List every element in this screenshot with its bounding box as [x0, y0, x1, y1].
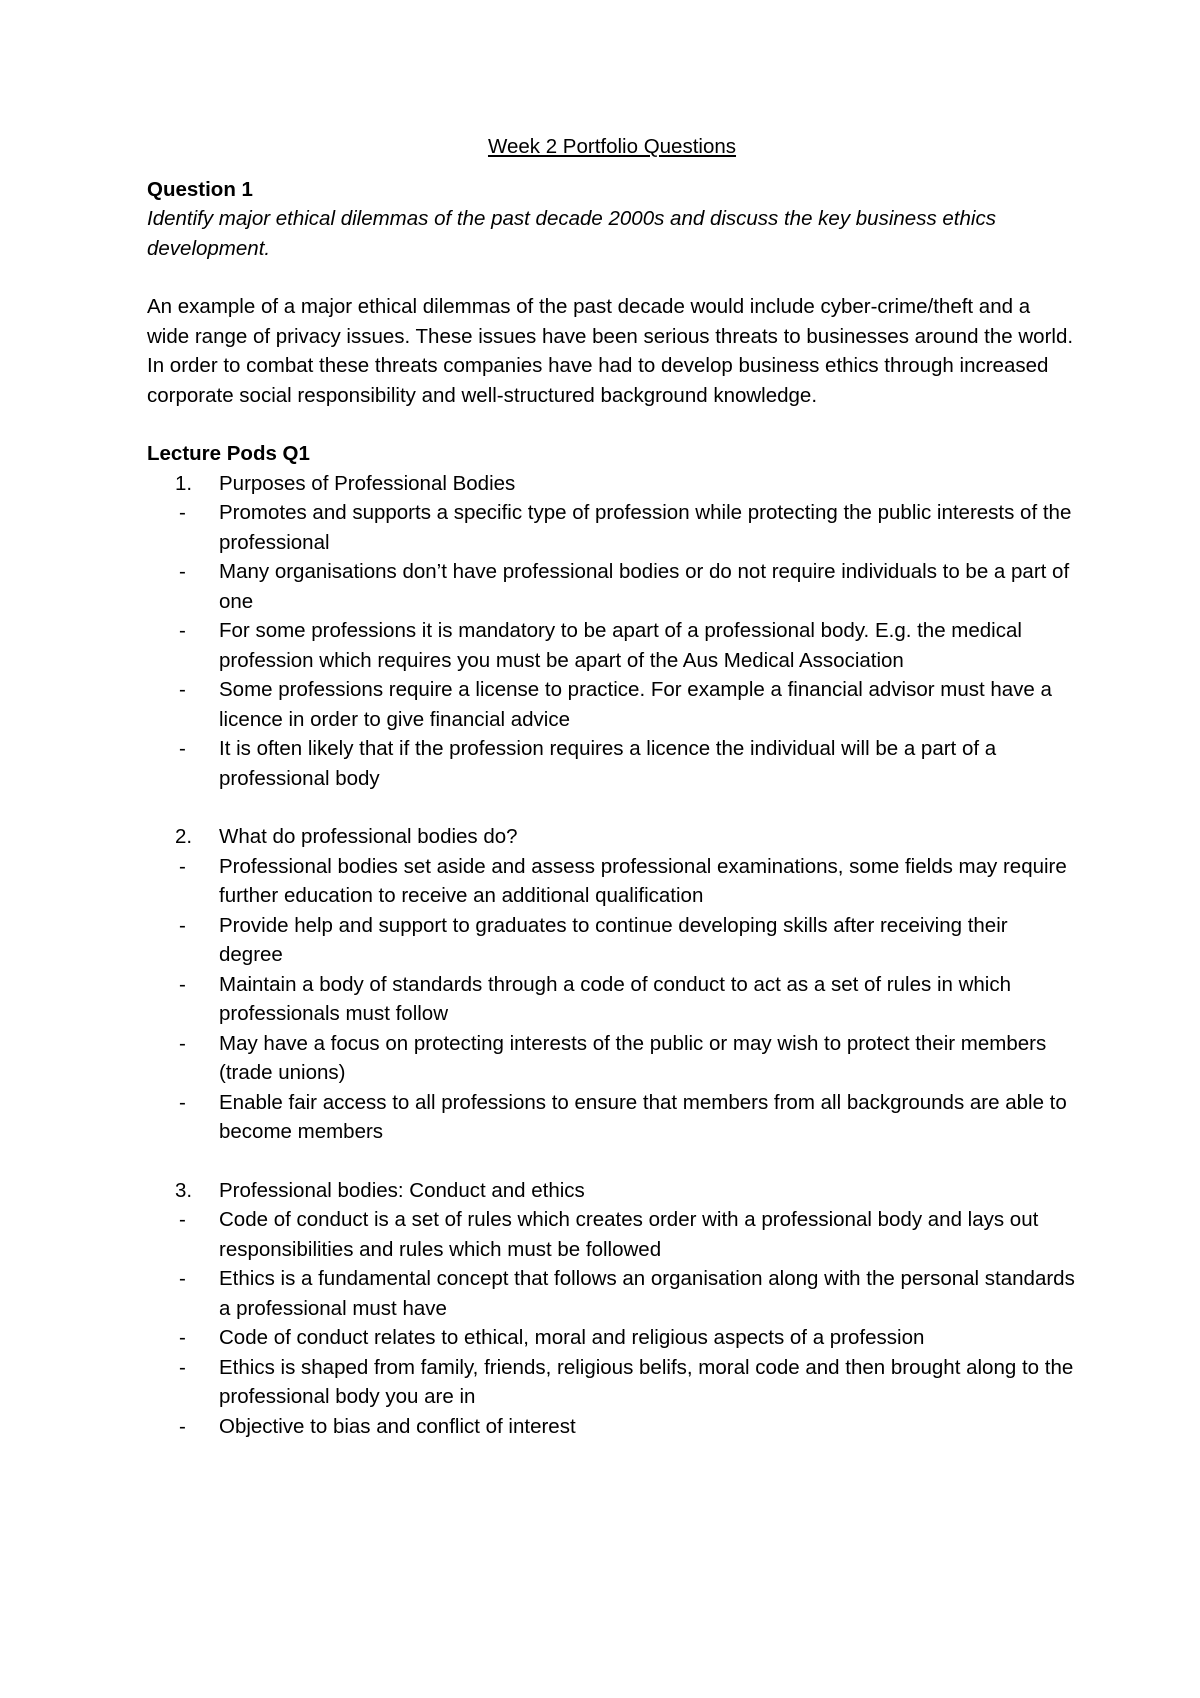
list-item-text: Code of conduct is a set of rules which creates order with a professional body and lays out responsibilities and rules which must be followed	[219, 1208, 1039, 1261]
list-item-text: Promotes and supports a specific type of profession while protecting the public interests of the professional	[219, 501, 1072, 554]
list-item-text: Many organisations don’t have professional bodies or do not require individuals to be a part of one	[219, 560, 1070, 613]
list-item	[147, 498, 1077, 557]
bullet-dash: -	[179, 1355, 186, 1379]
list-item	[147, 675, 1077, 734]
section-number: 3.	[175, 1178, 193, 1202]
bullet-dash: -	[179, 1326, 186, 1349]
document-page	[147, 132, 1077, 1441]
list-item	[147, 1412, 1077, 1442]
list-item-text: Ethics is shaped from family, friends, religious belifs, moral code and then brought along to the professional body you are in	[219, 1355, 1074, 1408]
bullet-dash: -	[179, 1414, 186, 1438]
section-number: 2.	[175, 825, 193, 848]
bullet-list	[147, 852, 1077, 1147]
section-title	[147, 1176, 1077, 1206]
list-item	[147, 734, 1077, 793]
list-item-text: Code of conduct relates to ethical, moral and religious aspects of a profession	[219, 1326, 925, 1349]
list-item	[147, 911, 1077, 970]
list-item-text: May have a focus on protecting interests of the public or may wish to protect their members (trade unions)	[219, 1031, 1047, 1084]
lecture-heading: Lecture Pods Q1	[147, 442, 310, 465]
bullet-dash: -	[179, 1267, 186, 1290]
list-item-text: Objective to bias and conflict of interest	[219, 1414, 576, 1438]
document-title: Week 2 Portfolio Questions	[487, 135, 737, 158]
answer-paragraph: An example of a major ethical dilemmas of the past decade would include cyber-crime/theft and a wide range of privacy issues. These issues have been serious threats to businesses around the world. In order to combat these threats companies have had to develop business ethics through increased corporate social responsibility and well-structured background knowledge.	[147, 295, 1074, 407]
list-item-text: Enable fair access to all professions to ensure that members from all backgrounds are able to become members	[219, 1090, 1067, 1143]
section-2	[147, 822, 1077, 1147]
bullet-list	[147, 1205, 1077, 1441]
list-item	[147, 1205, 1077, 1264]
list-item	[147, 1088, 1077, 1147]
list-item-text: Ethics is a fundamental concept that follows an organisation along with the personal standards a professional must have	[219, 1267, 1075, 1320]
bullet-dash: -	[179, 1031, 186, 1055]
section-title	[147, 822, 1077, 852]
bullet-dash: -	[179, 501, 186, 524]
bullet-dash: -	[179, 913, 186, 937]
list-item	[147, 1323, 1077, 1353]
section-title	[147, 469, 1077, 499]
bullet-list	[147, 498, 1077, 793]
bullet-dash: -	[179, 972, 186, 996]
list-item-text: Professional bodies set aside and assess professional examinations, some fields may require further education to receive an additional qualification	[219, 854, 1067, 907]
section-number: 1.	[175, 471, 193, 495]
list-item	[147, 1029, 1077, 1088]
section-3	[147, 1176, 1077, 1442]
list-item-text: For some professions it is mandatory to be apart of a professional body. E.g. the medical profession which requires you must be apart of the Aus Medical Association	[219, 619, 1022, 672]
list-item	[147, 1353, 1077, 1412]
list-item-text: Some professions require a license to practice. For example a financial advisor must have a licence in order to give financial advice	[219, 678, 1052, 731]
list-item-text: Maintain a body of standards through a code of conduct to act as a set of rules in which professionals must follow	[219, 972, 1012, 1025]
list-item	[147, 970, 1077, 1029]
list-item-text: It is often likely that if the profession requires a licence the individual will be a part of a professional body	[219, 737, 997, 790]
list-item-text: Provide help and support to graduates to continue developing skills after receiving their degree	[219, 913, 1008, 966]
question-heading: Question 1	[147, 177, 253, 201]
bullet-dash: -	[179, 619, 186, 642]
section-title-text: What do professional bodies do?	[219, 825, 518, 848]
bullet-dash: -	[179, 1208, 186, 1231]
question-prompt: Identify major ethical dilemmas of the past decade 2000s and discuss the key business ethics development.	[147, 207, 996, 260]
bullet-dash: -	[179, 737, 186, 760]
bullet-dash: -	[179, 1090, 186, 1114]
list-item	[147, 1264, 1077, 1323]
list-item	[147, 852, 1077, 911]
list-item	[147, 616, 1077, 675]
bullet-dash: -	[179, 678, 186, 701]
section-title-text: Purposes of Professional Bodies	[219, 471, 516, 495]
list-item	[147, 557, 1077, 616]
section-title-text: Professional bodies: Conduct and ethics	[219, 1178, 585, 1202]
bullet-dash: -	[179, 854, 186, 878]
section-1	[147, 469, 1077, 794]
bullet-dash: -	[179, 560, 186, 583]
